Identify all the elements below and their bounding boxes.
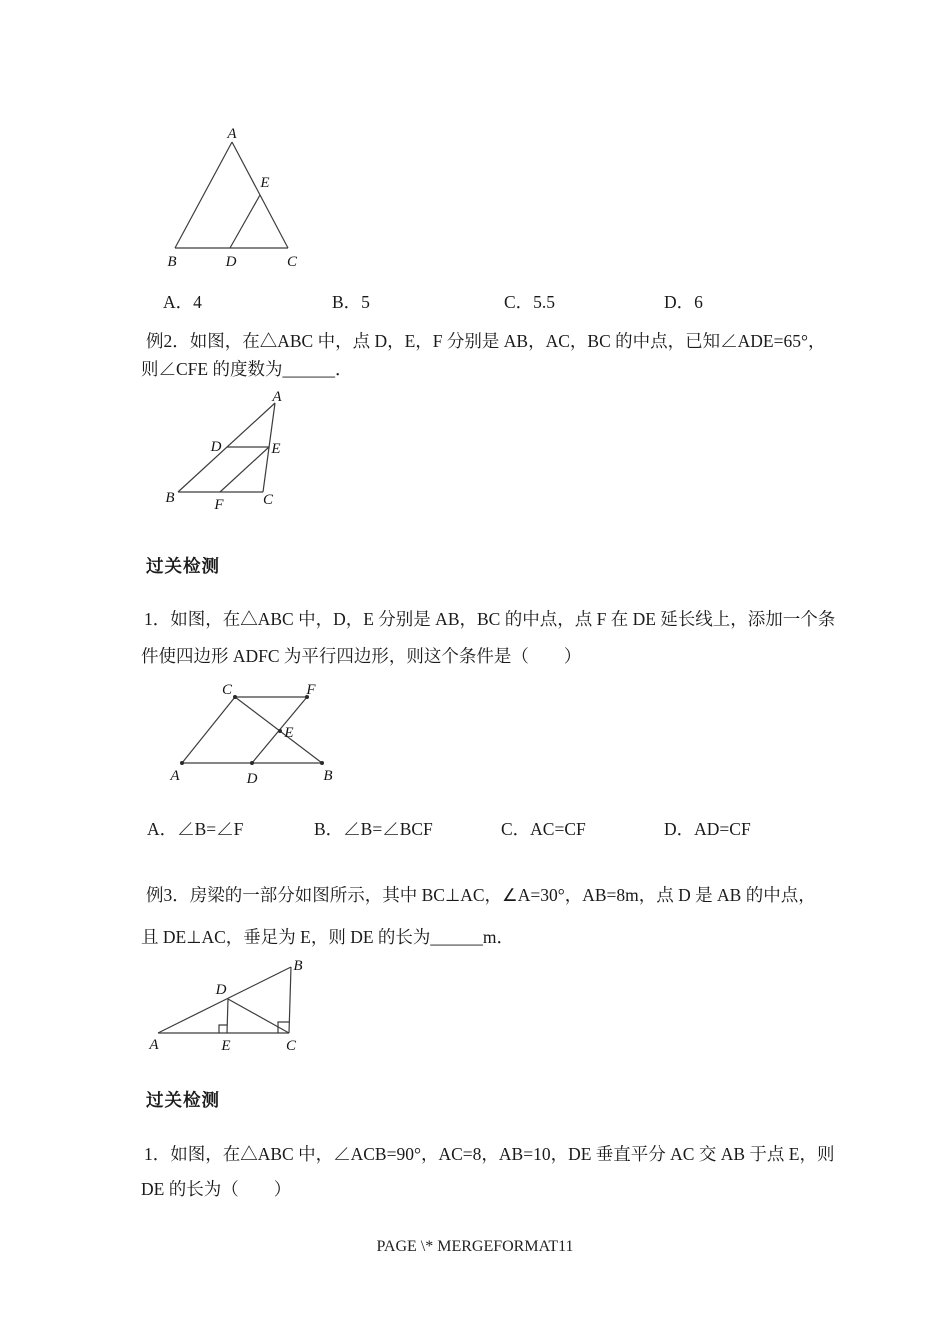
fig1-label-e: E — [260, 175, 270, 191]
fig3-label-d: D — [246, 771, 258, 787]
fig3-label-f: F — [306, 683, 316, 698]
section1-option-b: B．∠B=∠BCF — [314, 819, 433, 839]
example3-text-line2: 且 DE⊥AC，垂足为 E，则 DE 的长为______m． — [141, 927, 515, 947]
section2-q1-line2: DE 的长为（ ） — [141, 1179, 292, 1199]
fig3-label-c: C — [221, 683, 233, 698]
fig1-label-b: B — [167, 254, 177, 270]
fig2-label-d: D — [210, 439, 222, 455]
figure-example1-triangle — [160, 122, 305, 272]
figure-example3-beam — [148, 956, 313, 1056]
fig2-label-f: F — [214, 497, 224, 513]
section1-option-c: C．AC=CF — [501, 819, 586, 839]
section1-option-a: A．∠B=∠F — [147, 819, 244, 839]
section1-option-d: D．AD=CF — [664, 819, 751, 839]
fig4-label-d: D — [215, 982, 227, 998]
figure-section1-quadrilateral — [168, 683, 343, 788]
figure-example2-triangle — [163, 390, 288, 515]
fig3-label-a: A — [170, 768, 180, 784]
example1-option-d: D．6 — [664, 292, 703, 312]
fig2-label-b: B — [165, 490, 175, 506]
fig1-label-c: C — [286, 254, 298, 270]
fig3-label-e: E — [284, 725, 294, 741]
fig2-label-e: E — [271, 441, 281, 457]
example1-option-c: C．5.5 — [504, 292, 556, 312]
fig2-label-c: C — [262, 492, 274, 508]
section2-q1-line1: 1．如图，在△ABC 中，∠ACB=90°，AC=8，AB=10，DE 垂直平分 AC 交 AB 于点 E，则 — [144, 1144, 835, 1164]
example2-text-line1: 例2．如图，在△ABC 中，点 D，E，F 分别是 AB，AC，BC 的中点，已知∠ADE=65°， — [146, 331, 826, 351]
example3-text-line1: 例3．房梁的一部分如图所示，其中 BC⊥AC，∠A=30°，AB=8m，点 D 是 AB 的中点， — [146, 885, 816, 905]
fig4-label-a: A — [149, 1037, 159, 1053]
page-footer: PAGE \* MERGEFORMAT11 — [376, 1238, 574, 1255]
fig4-label-b: B — [293, 958, 303, 974]
section2-heading: 过关检测 — [146, 1090, 220, 1110]
fig1-label-a: A — [227, 126, 237, 142]
fig2-label-a: A — [272, 390, 282, 405]
fig1-label-d: D — [225, 254, 237, 270]
example1-option-b: B．5 — [332, 292, 370, 312]
section1-q1-line2: 件使四边形 ADFC 为平行四边形，则这个条件是（ ） — [141, 646, 582, 666]
section1-heading: 过关检测 — [146, 556, 220, 576]
example1-option-a: A．4 — [163, 292, 202, 312]
fig3-label-b: B — [323, 768, 333, 784]
fig4-label-e: E — [221, 1038, 231, 1054]
example2-text-line2: 则∠CFE 的度数为______． — [141, 359, 353, 379]
fig4-label-c: C — [285, 1038, 297, 1054]
section1-q1-line1: 1．如图，在△ABC 中，D，E 分别是 AB，BC 的中点，点 F 在 DE 延长线上，添加一个条 — [144, 609, 836, 629]
